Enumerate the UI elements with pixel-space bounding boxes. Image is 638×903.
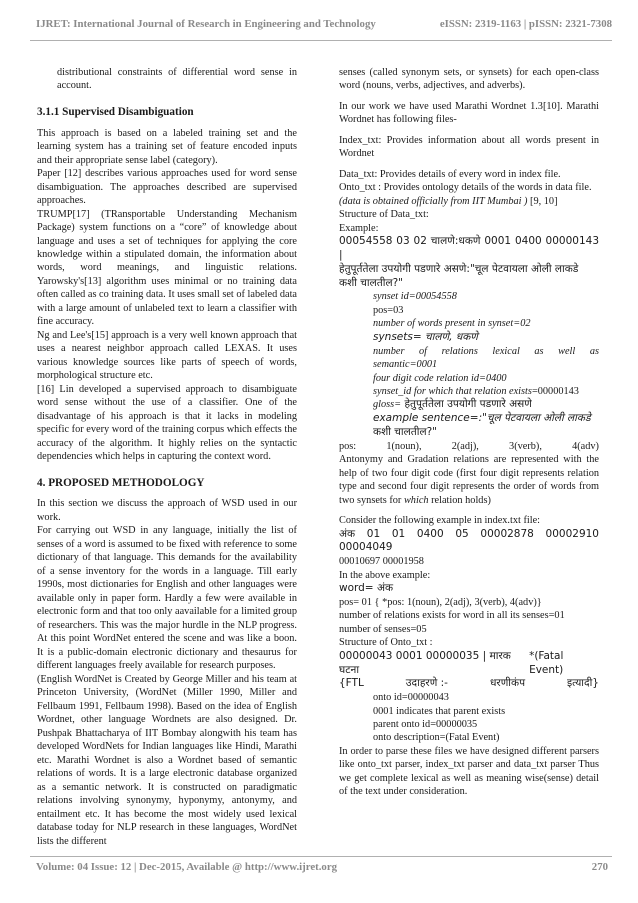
issn: eISSN: 2319-1163 | pISSN: 2321-7308 — [439, 18, 612, 30]
onto-token: उदाहरणे :- — [405, 677, 448, 690]
example-line: हेतुपूर्ततेला उपयोगी पडणारे असणे:"चूल पेटवायला ओली लाकडे — [339, 262, 579, 275]
field-synsets: synsets= चालणे, धकणे — [373, 330, 478, 343]
intro-text: distributional constraints of differential word sense in account. — [57, 67, 297, 92]
journal-title: IJRET: International Journal of Research in Engineering and Technology — [36, 18, 376, 30]
paragraph: Index_txt: Provides information about all words present in Wordnet — [339, 134, 599, 160]
field-example-sentence-2: कशी चालतील?" — [373, 425, 437, 438]
left-column — [37, 66, 297, 848]
pos-value: 3(verb), — [509, 440, 542, 452]
example-line: 00054558 03 02 चालणे:धकणे 0001 0400 00000143 | — [339, 235, 599, 262]
paragraph: Data_txt: Provides details of every word in index file. — [339, 168, 561, 180]
paragraph: (English WordNet is Created by George Miller and his team at Princeton University, (WordNet (Miller 1990, Miller and Fellbaum 1991, Fellbaum 1998). Based on the idea of English Wordnet, other language Wordnets are also designed. Dr. Pushpak Bhattacharya of IIT Bombay alongwith his team has developed WordNets for Indian languages like Hindi, Marathi etc. Marathi Wordnet is also a Wordnet based of semantic relations of words. It is a large electronic database organized as a semantic network. It is constructed on paradigmatic relations involving synonymy, hyponymy, antonymy, and entailment etc. It has become the most widely used lexical database today for NLP research in these languages, WordNet lists the different — [37, 673, 297, 847]
num-senses-line: number of senses=05 — [339, 623, 427, 635]
pos-value: pos: — [339, 440, 357, 452]
example-label: Example: — [339, 222, 379, 234]
onto-line-1-left: 00000043 0001 00000035 | मारक घटना — [339, 649, 511, 676]
onto-token: {FTL — [339, 677, 364, 690]
footer-rule — [30, 856, 612, 857]
paragraph: In order to parse these files we have designed different parsers like onto_txt parser, index_txt parser and data_txt parser Thus we get complete lexical as well as meaning wise(sense) detail of the text under consideration. — [339, 745, 599, 798]
field-pos: pos=03 — [373, 304, 404, 316]
onto-line-1 — [339, 650, 599, 678]
paragraph: [16] Lin developed a supervised approach to disambiguate word sense without the use of a classifier. One of the disadvantage of his approach is that it lacks in modeling specific for every word of the training corpus which effects the accuracy of the algorithm. It highly relies on the syntactic dependencies which helps in capturing the context word. — [37, 383, 297, 463]
onto-token: धरणीकंप — [489, 677, 526, 690]
page-number: 270 — [591, 861, 608, 873]
onto-structure-label: Structure of Onto_txt : — [339, 637, 433, 649]
antonymy-end: relation holds) — [431, 494, 491, 506]
page-header — [36, 18, 612, 36]
field-four-digit: four digit code relation id=0400 — [373, 372, 507, 384]
onto-parent-indicator: 0001 indicates that parent exists — [373, 705, 506, 717]
paragraph: senses (called synonym sets, or synsets) for each open-class word (nouns, verbs, adjectives, and adverbs). — [339, 67, 599, 92]
section-heading-supervised: 3.1.1 Supervised Disambiguation — [37, 105, 194, 118]
onto-description: onto description=(Fatal Event) — [373, 732, 500, 744]
field-synset-relation-value: =00000143 — [531, 385, 579, 397]
onto-line-2 — [339, 677, 599, 691]
antonymy-text: Antonymy and Gradation relations are represented with the help of two four digit code (first four digit represents relation type and second four digit represents the order of words from two synsets for — [339, 454, 599, 506]
pos-line: pos= 01 { *pos: 1(noun), 2(adj), 3(verb), 4(adv)} — [339, 596, 542, 608]
pos-value: 4(adv) — [572, 440, 599, 452]
paragraph: Ng and Lee's[15] approach is a very well known approach that uses a nearest neighbor approach called LEXAS. It uses various knowledge sources like parts of speech of words, morphological structure etc. — [37, 329, 297, 382]
paragraph: In this section we discuss the approach of WSD used in our work. — [37, 498, 297, 523]
field-gloss — [339, 398, 599, 412]
structure-label: Structure of Data_txt: — [339, 209, 429, 221]
paragraph: Paper [12] describes various approaches used for word sense disambiguation. The approaches described are supervised approaches. — [37, 168, 297, 207]
gloss-label: gloss= — [373, 399, 402, 411]
page-footer — [36, 861, 608, 877]
word-line: word= अंक — [339, 582, 394, 595]
paragraph-antonymy — [339, 453, 599, 507]
onto-id: onto id=00000043 — [373, 692, 449, 704]
gloss-text: हेतुपूर्ततेला उपयोगी पडणारे असणे — [401, 398, 532, 411]
section-heading-methodology: 4. PROPOSED METHODOLOGY — [37, 476, 205, 489]
source-note — [339, 195, 599, 208]
field-num-relations: number of relations lexical as well as — [373, 345, 599, 357]
volume-info: Volume: 04 Issue: 12 | Dec-2015, Available @ http://www.ijret.org — [36, 861, 338, 873]
onto-token: इत्यादी} — [567, 677, 599, 690]
paragraph: Onto_txt : Provides ontology details of the words in data file. — [339, 182, 592, 194]
source-note-ref: [9, 10] — [527, 195, 558, 207]
onto-line-1-right: *(Fatal Event) — [529, 649, 564, 676]
index-line: 00010697 00001958 — [339, 556, 424, 568]
num-relations-line: number of relations exists for word in all its senses=01 — [339, 610, 565, 622]
pos-value: 2(adj), — [451, 440, 479, 452]
paragraph: In our work we have used Marathi Wordnet 1.3[10]. Marathi Wordnet has following files- — [339, 100, 599, 126]
paragraph: TRUMP[17] (TRansportable Understanding Mechanism Package) system functions on a “core” of knowledge about language and uses a set of techniques for applying the core knowledge within a stipulated domain, the information about words, word meanings, and linguistic relations. Yarowsky's[13] algorithm uses minimal or no training data often called as co training data. It uses small set of labeled data with a large amount of unlabeled text to learn a classifier with fine accuracy. — [37, 208, 297, 328]
field-synset-relation-label: synset_id for which that relation exists — [373, 385, 532, 397]
antonymy-italic: which — [403, 494, 429, 506]
paragraph: For carrying out WSD in any language, initially the list of senses of a word is assumed to be fixed with reference to some dictionary of that language. This demands for the availability of a sense inventory for the words in a language. Till early 1990s, most dictionaries for English and other languages were available only in paper form. Hardly a few were available in electronic form and that too only aavailable for a limited group of researchers. This was the major hurdle in the NLP progress. At this point WordNet entered the scene and was like a boon. It is a public-domain electronic dictionary and thesaurus for different languages freely available for research purposes. — [37, 525, 297, 672]
paragraph: Consider the following example in index.txt file: — [339, 515, 541, 527]
right-column — [339, 66, 599, 799]
field-semantic: semantic=0001 — [373, 359, 438, 371]
field-num-words: number of words present in synset=02 — [373, 318, 531, 330]
field-example-sentence: example sentence=:"चूल पेटवायला ओली लाकडे — [373, 412, 591, 425]
pos-values-row — [339, 440, 599, 453]
index-line: अंक 01 01 0400 05 00002878 00002910 00004049 — [339, 527, 599, 554]
pos-value: 1(noun), — [386, 440, 422, 452]
onto-parent-id: parent onto id=00000035 — [373, 719, 478, 730]
header-rule — [30, 40, 612, 41]
field-synset-relation — [339, 385, 599, 398]
paragraph: This approach is based on a labeled training set and the learning system has a training set of feature encoded inputs and their appropriate sense label (category). — [37, 127, 297, 166]
source-note-italic: (data is obtained officially from IIT Mumbai ) — [339, 195, 528, 207]
field-synset-id: synset id=00054558 — [373, 291, 457, 303]
example-line: कशी चालतील?" — [339, 276, 403, 289]
paragraph: In the above example: — [339, 569, 431, 581]
